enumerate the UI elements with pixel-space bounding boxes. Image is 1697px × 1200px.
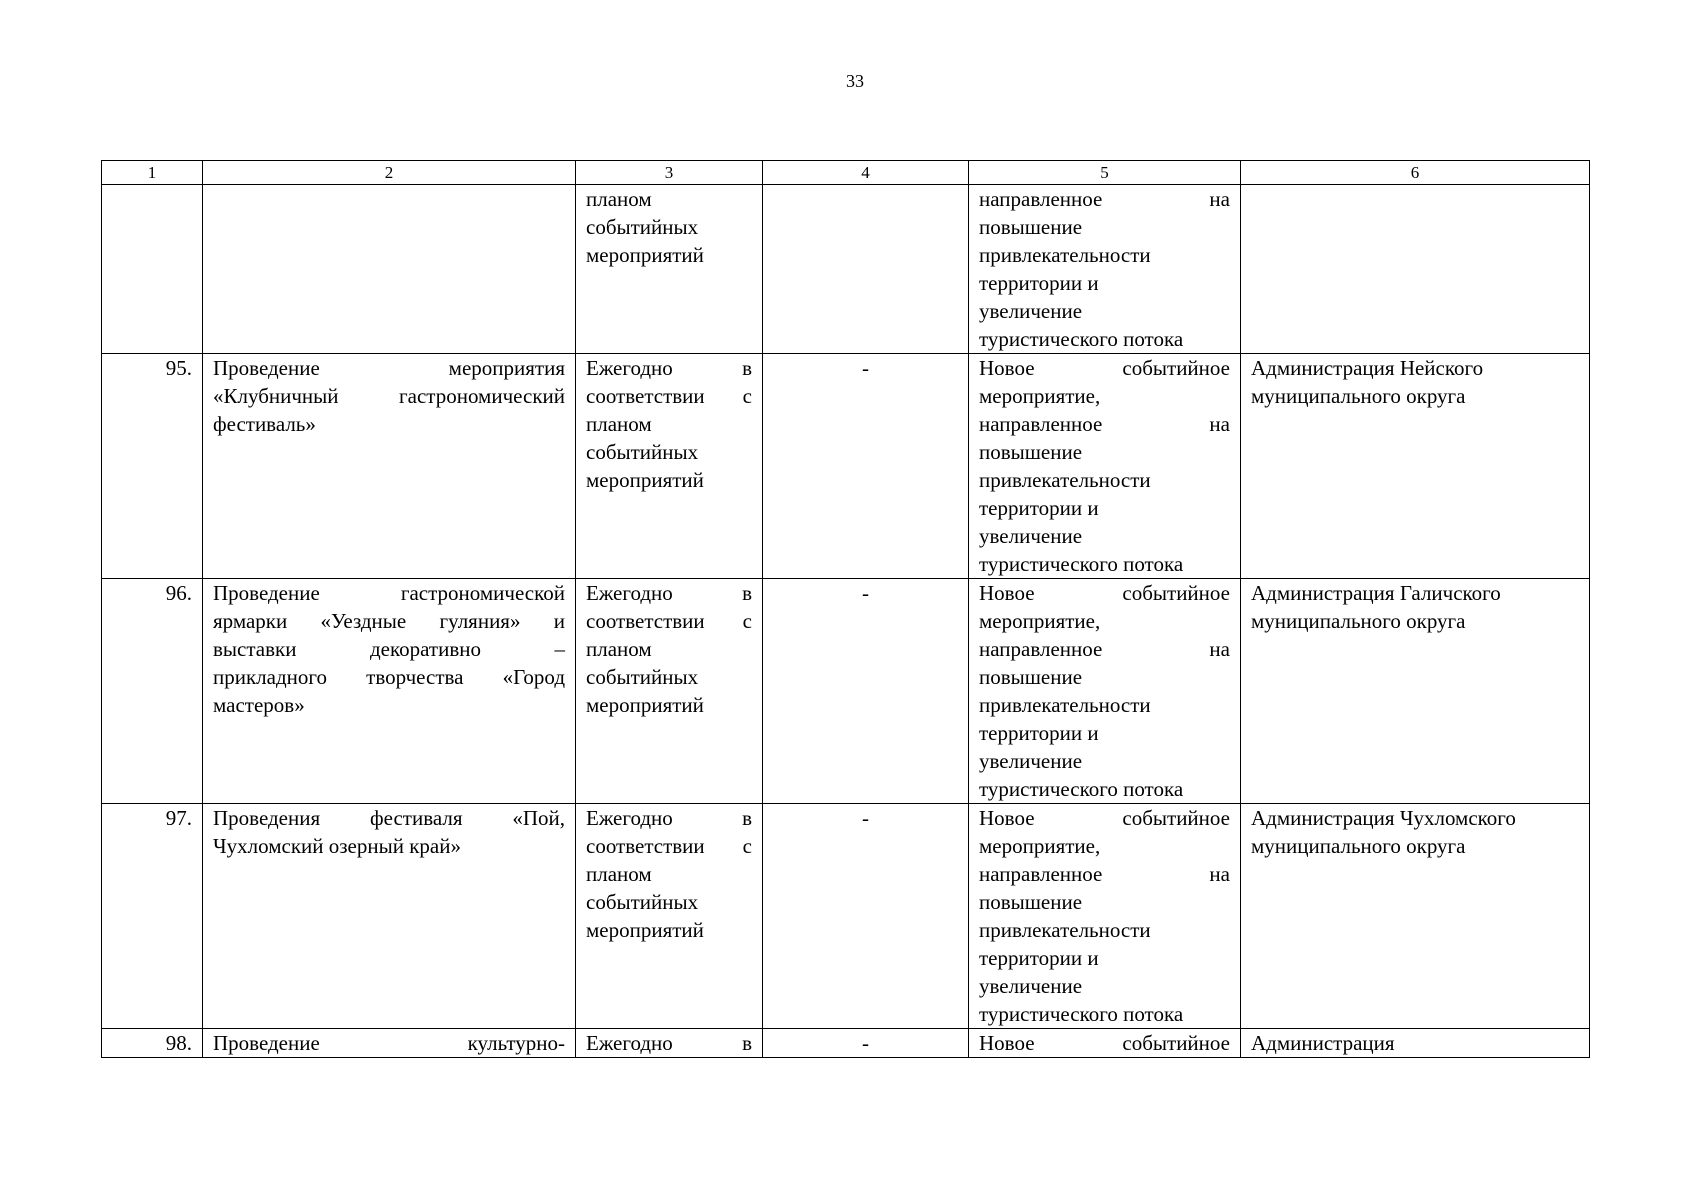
executor-line: Администрация Галичского: [1251, 581, 1501, 605]
result-line: направленное на: [979, 637, 1230, 661]
name-line: фестиваль»: [213, 412, 316, 436]
result-line: мероприятие,: [979, 384, 1101, 408]
name-line: мастеров»: [213, 693, 305, 717]
result-line: привлекательности: [979, 693, 1151, 717]
table-row: [102, 804, 1590, 1029]
result-line: туристического потока: [979, 327, 1184, 351]
cell-col4: -: [763, 579, 969, 804]
cell-col4: -: [763, 1029, 969, 1058]
period-line: мероприятий: [586, 918, 704, 942]
result-line: повышение: [979, 665, 1083, 689]
cell-executor: [1241, 354, 1590, 579]
executor-line: Администрация: [1251, 1031, 1395, 1055]
result-line: Новое событийное: [979, 356, 1230, 380]
header-cell-2: 2: [203, 161, 576, 185]
cell-name: [203, 185, 576, 354]
cell-period: [576, 185, 763, 354]
header-row: [102, 161, 1590, 185]
header-cell-3: 3: [576, 161, 763, 185]
result-line: территории и: [979, 271, 1099, 295]
period-line: событийных: [586, 665, 699, 689]
cell-period: [576, 354, 763, 579]
result-line: направленное на: [979, 862, 1230, 886]
result-line: привлекательности: [979, 918, 1151, 942]
period-line: соответствии с: [586, 834, 752, 858]
header-cell-4: 4: [763, 161, 969, 185]
name-line: Проведение мероприятия: [213, 356, 565, 380]
cell-executor: [1241, 185, 1590, 354]
cell-col4: -: [763, 354, 969, 579]
result-line: направленное на: [979, 412, 1230, 436]
executor-line: муниципального округа: [1251, 834, 1466, 858]
cell-period: [576, 804, 763, 1029]
cell-period: [576, 579, 763, 804]
cell-col4: [763, 185, 969, 354]
cell-executor: [1241, 804, 1590, 1029]
result-line: привлекательности: [979, 468, 1151, 492]
cell-executor: [1241, 1029, 1590, 1058]
name-line: Проведение гастрономической: [213, 581, 565, 605]
cell-period: [576, 1029, 763, 1058]
period-line: мероприятий: [586, 243, 704, 267]
period-line: соответствии с: [586, 384, 752, 408]
cell-name: [203, 579, 576, 804]
result-line: увеличение: [979, 524, 1083, 548]
name-line: «Клубничный гастрономический: [213, 384, 565, 408]
period-line: событийных: [586, 890, 699, 914]
table-row-continuation: [102, 185, 1590, 354]
result-line: мероприятие,: [979, 609, 1101, 633]
executor-line: Администрация Нейского: [1251, 356, 1484, 380]
result-line: территории и: [979, 496, 1099, 520]
name-line: ярмарки «Уездные гуляния» и: [213, 609, 565, 633]
result-line: увеличение: [979, 749, 1083, 773]
name-line: прикладного творчества «Город: [213, 665, 565, 689]
period-line: мероприятий: [586, 468, 704, 492]
header-cell-6: 6: [1241, 161, 1590, 185]
cell-executor: [1241, 579, 1590, 804]
result-line: территории и: [979, 721, 1099, 745]
cell-num: 97.: [102, 804, 203, 1029]
name-line: Проведения фестиваля «Пой,: [213, 806, 565, 830]
cell-name: [203, 354, 576, 579]
result-line: увеличение: [979, 299, 1083, 323]
table-row: [102, 1029, 1590, 1058]
result-line: мероприятие,: [979, 834, 1101, 858]
result-line: повышение: [979, 215, 1083, 239]
cell-num: 96.: [102, 579, 203, 804]
cell-result: [969, 354, 1241, 579]
name-line: выставки декоративно –: [213, 637, 565, 661]
executor-line: муниципального округа: [1251, 384, 1466, 408]
cell-col4: -: [763, 804, 969, 1029]
result-line: повышение: [979, 440, 1083, 464]
result-line: Новое событийное: [979, 806, 1230, 830]
result-line: Новое событийное: [979, 1031, 1230, 1055]
events-table: [101, 160, 1590, 1058]
result-line: Новое событийное: [979, 581, 1230, 605]
period-line: планом: [586, 412, 652, 436]
cell-num: [102, 185, 203, 354]
header-cell-1: 1: [102, 161, 203, 185]
period-line: планом: [586, 862, 652, 886]
result-line: туристического потока: [979, 552, 1184, 576]
period-line: мероприятий: [586, 693, 704, 717]
period-line: Ежегодно в: [586, 1031, 752, 1055]
name-line: Проведение культурно-: [213, 1031, 565, 1055]
cell-num: 95.: [102, 354, 203, 579]
cell-result: [969, 579, 1241, 804]
executor-line: муниципального округа: [1251, 609, 1466, 633]
cell-result: [969, 185, 1241, 354]
period-line: Ежегодно в: [586, 581, 752, 605]
cell-num: 98.: [102, 1029, 203, 1058]
header-cell-5: 5: [969, 161, 1241, 185]
cell-result: [969, 1029, 1241, 1058]
result-line: территории и: [979, 946, 1099, 970]
period-line: Ежегодно в: [586, 806, 752, 830]
result-line: привлекательности: [979, 243, 1151, 267]
period-line: планом: [586, 187, 652, 211]
executor-line: Администрация Чухломского: [1251, 806, 1516, 830]
table-row: [102, 354, 1590, 579]
table-row: [102, 579, 1590, 804]
result-line: увеличение: [979, 974, 1083, 998]
cell-result: [969, 804, 1241, 1029]
period-line: планом: [586, 637, 652, 661]
result-line: туристического потока: [979, 777, 1184, 801]
result-line: повышение: [979, 890, 1083, 914]
result-line: направленное на: [979, 187, 1230, 211]
period-line: событийных: [586, 215, 699, 239]
cell-name: [203, 1029, 576, 1058]
name-line: Чухломский озерный край»: [213, 834, 461, 858]
cell-name: [203, 804, 576, 1029]
period-line: событийных: [586, 440, 699, 464]
page-number: 33: [846, 71, 864, 91]
result-line: туристического потока: [979, 1002, 1184, 1026]
period-line: соответствии с: [586, 609, 752, 633]
period-line: Ежегодно в: [586, 356, 752, 380]
